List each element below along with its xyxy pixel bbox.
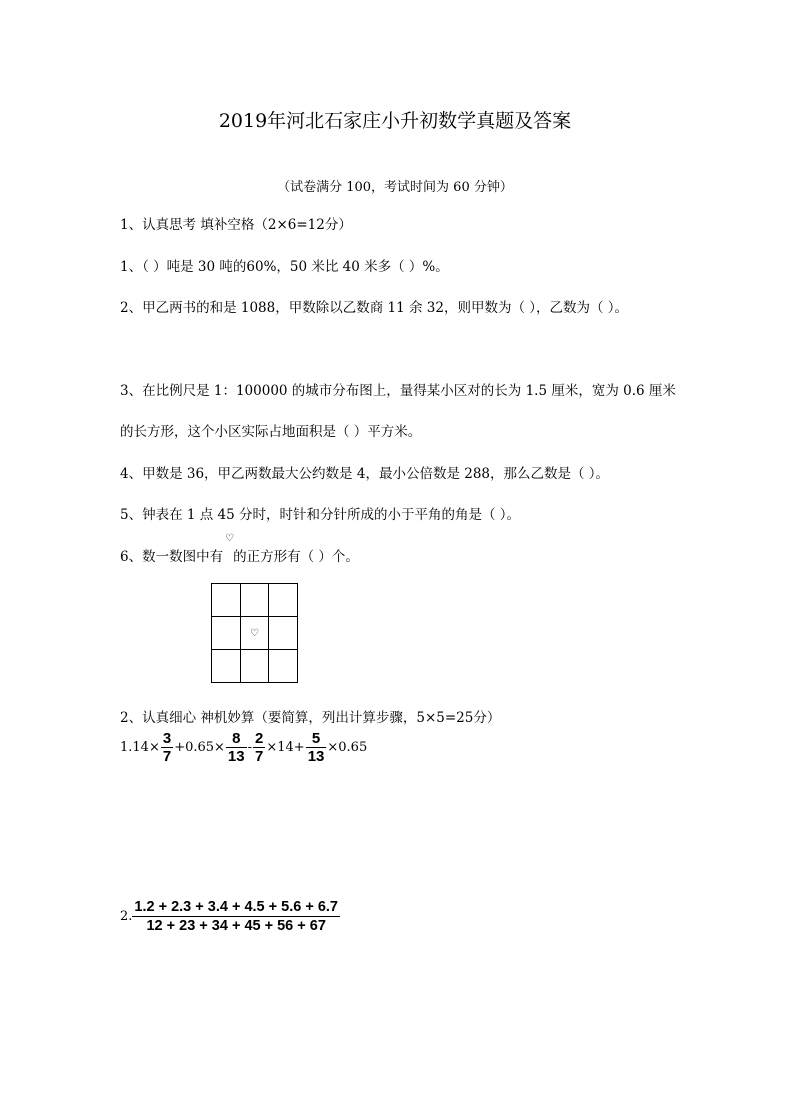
- section2-heading: 2、认真细心 神机妙算（要简算，列出计算步骤，5×5=25分）: [120, 710, 501, 726]
- question-1: 1、（ ）吨是 30 吨的60%，50 米比 40 米多（ ）%。: [120, 259, 449, 275]
- denominator: 7: [162, 748, 172, 765]
- fraction-8-13: [226, 730, 247, 765]
- grid-cell: [269, 584, 298, 617]
- expr1-part: ×14+: [266, 740, 305, 755]
- grid-cell: [269, 617, 298, 650]
- question-6: [120, 545, 359, 565]
- grid-cell-heart: [240, 617, 269, 650]
- heart-icon: ♡: [250, 627, 259, 639]
- denominator: 13: [227, 748, 245, 765]
- numerator: 3: [162, 730, 172, 747]
- section1-heading: 1、认真思考 填补空格（2×6=12分）: [120, 217, 352, 233]
- expr2-label: 2.: [120, 909, 133, 924]
- exam-info: （试卷满分 100，考试时间为 60 分钟）: [277, 180, 513, 195]
- grid-cell: [212, 584, 241, 617]
- page-title: 2019年河北石家庄小升初数学真题及答案: [218, 110, 572, 132]
- denominator: 12 + 23 + 34 + 45 + 56 + 67: [146, 918, 326, 934]
- fraction-3-7: [161, 730, 173, 765]
- expression-2: [120, 898, 340, 935]
- grid-cell: [212, 617, 241, 650]
- fraction-5-13: [306, 730, 327, 765]
- denominator: 7: [255, 748, 264, 765]
- expr1-part: +0.65×: [174, 740, 225, 755]
- question-3-line2: 的长方形，这个小区实际占地面积是（ ）平方米。: [120, 424, 422, 440]
- fraction-2-7: [253, 730, 265, 765]
- grid-cell: [240, 584, 269, 617]
- question-3-line1: 3、在比例尺是 1：100000 的城市分布图上，量得某小区对的长为 1.5 厘米，宽为 0.6 厘米: [120, 383, 676, 399]
- heart-icon: ♡: [225, 533, 234, 544]
- square-grid-figure: [211, 583, 298, 683]
- expr1-part: 1.14×: [120, 740, 160, 755]
- question-2: 2、甲乙两书的和是 1088，甲数除以乙数商 11 余 32，则甲数为（ ），乙数为（ ）。: [120, 300, 629, 316]
- numerator: 1.2 + 2.3 + 3.4 + 4.5 + 5.6 + 6.7: [134, 899, 338, 915]
- denominator: 13: [307, 748, 325, 765]
- expression-1: [120, 730, 367, 765]
- question-6-prefix: 6、数一数图中有: [120, 549, 224, 565]
- numerator: 8: [226, 730, 247, 748]
- expr1-part: ×0.65: [327, 740, 368, 755]
- grid-cell: [212, 650, 241, 683]
- numerator: 2: [255, 730, 264, 747]
- question-6-suffix: 的正方形有（ ）个。: [233, 549, 359, 565]
- big-fraction: [132, 898, 340, 935]
- question-5: 5、钟表在 1 点 45 分时，时针和分针所成的小于平角的角是（ ）。: [120, 507, 521, 523]
- numerator: 5: [306, 730, 327, 748]
- grid-cell: [269, 650, 298, 683]
- grid-cell: [240, 650, 269, 683]
- question-4: 4、甲数是 36，甲乙两数最大公约数是 4，最小公倍数是 288，那么乙数是（ ）。: [120, 466, 610, 482]
- expr1-part: -: [247, 740, 253, 755]
